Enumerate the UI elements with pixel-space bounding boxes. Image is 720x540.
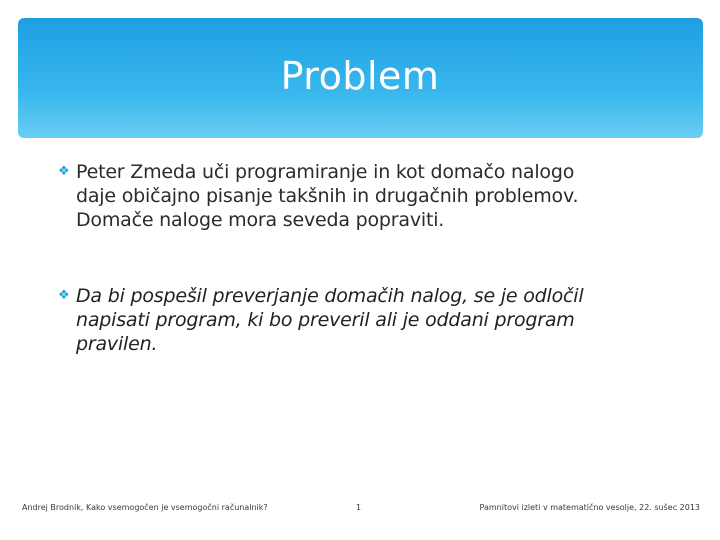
slide-title: Problem [280, 54, 440, 98]
footer-author-title: Andrej Brodnik, Kako vsemogočen je vsemogočni računalnik? [22, 503, 268, 512]
bullet-icon: ❖ [58, 288, 70, 303]
bullet-paragraph-2 [76, 284, 656, 356]
bullet-1-line-3: Domače naloge mora seveda popraviti. [76, 209, 445, 231]
bullet-1-line-1: Peter Zmeda uči programiranje in kot domačo nalogo [76, 161, 575, 183]
bullet-1-line-2: daje običajno pisanje takšnih in drugačnih problemov. [76, 185, 579, 207]
bullet-2-line-2: napisati program, ki bo preveril ali je oddani program [76, 309, 575, 331]
bullet-icon: ❖ [58, 164, 70, 179]
bullet-2-line-1: Da bi pospešil preverjanje domačih nalog, se je odločil [76, 285, 584, 307]
footer-event-date: Pamnitovi izleti v matematično vesolje, 22. sušec 2013 [479, 503, 700, 512]
footer-page-number: 1 [356, 503, 362, 512]
bullet-paragraph-1 [76, 160, 656, 232]
bullet-2-line-3: pravilen. [76, 333, 158, 355]
